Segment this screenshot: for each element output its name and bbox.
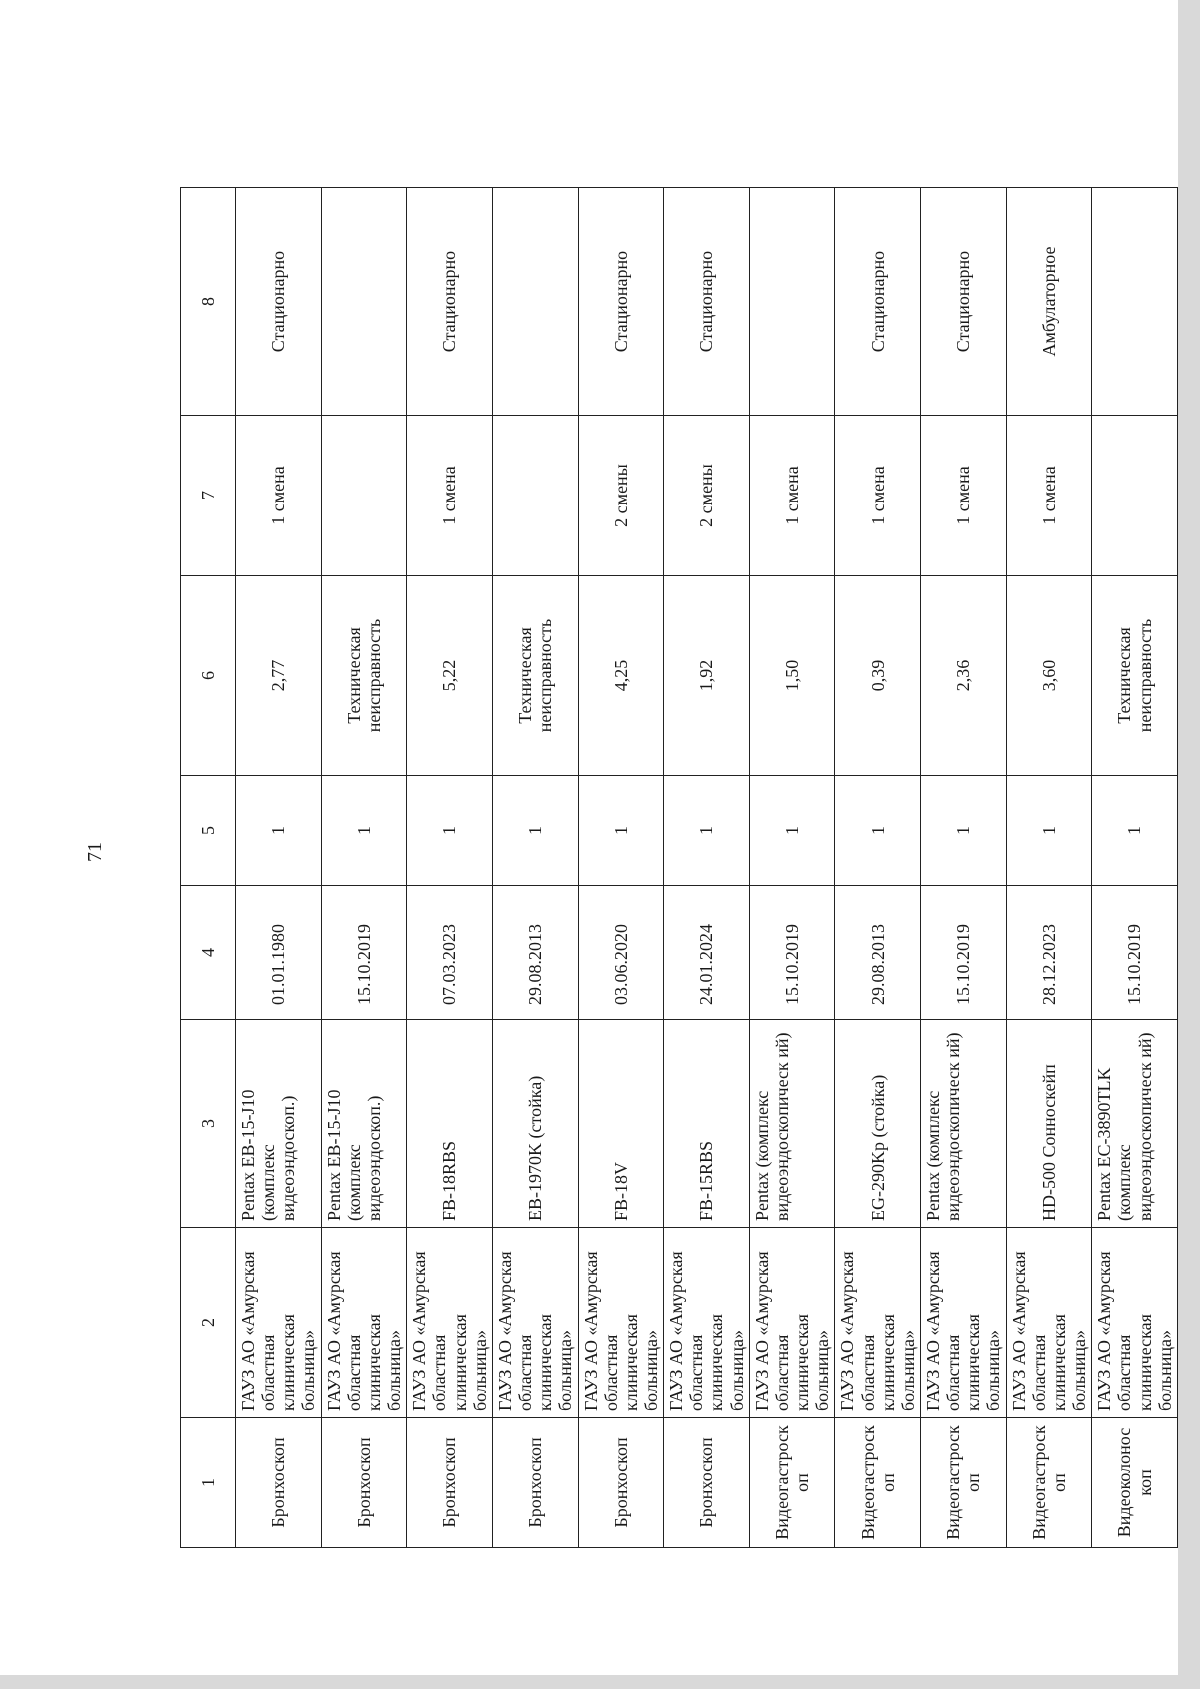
shift-cell bbox=[321, 416, 407, 576]
table-row bbox=[664, 188, 750, 1548]
equipment-name-cell: Видеогастроскоп bbox=[921, 1418, 1007, 1548]
quantity-cell: 1 bbox=[236, 776, 322, 886]
mode-cell bbox=[749, 188, 835, 416]
organization-cell: ГАУЗ АО «Амурская областная клиническая больница» bbox=[578, 1228, 664, 1418]
equipment-name-cell: Бронхоскоп bbox=[321, 1418, 407, 1548]
table-row bbox=[749, 188, 835, 1548]
date-cell: 15.10.2019 bbox=[321, 886, 407, 1020]
quantity-cell: 1 bbox=[321, 776, 407, 886]
date-cell: 15.10.2019 bbox=[1092, 886, 1178, 1020]
quantity-cell: 1 bbox=[921, 776, 1007, 886]
equipment-table-container bbox=[180, 188, 1175, 1548]
column-header: 3 bbox=[181, 1020, 236, 1228]
column-header: 5 bbox=[181, 776, 236, 886]
date-cell: 01.01.1980 bbox=[236, 886, 322, 1020]
equipment-name-cell: Видеогастроскоп bbox=[1006, 1418, 1092, 1548]
table-row bbox=[578, 188, 664, 1548]
organization-cell: ГАУЗ АО «Амурская областная клиническая больница» bbox=[835, 1228, 921, 1418]
table-header-row bbox=[181, 188, 236, 1548]
table-row bbox=[921, 188, 1007, 1548]
equipment-name-cell: Бронхоскоп bbox=[407, 1418, 493, 1548]
equipment-name-cell: Бронхоскоп bbox=[236, 1418, 322, 1548]
load-cell: Техническая неисправность bbox=[1092, 576, 1178, 776]
date-cell: 29.08.2013 bbox=[835, 886, 921, 1020]
quantity-cell: 1 bbox=[835, 776, 921, 886]
load-cell: 3,60 bbox=[1006, 576, 1092, 776]
load-cell: 1,92 bbox=[664, 576, 750, 776]
model-cell: Pentax EB-15-J10 (комплекс видеоэндоскоп.) bbox=[236, 1020, 322, 1228]
date-cell: 28.12.2023 bbox=[1006, 886, 1092, 1020]
load-cell: 2,36 bbox=[921, 576, 1007, 776]
mode-cell: Стационарно bbox=[578, 188, 664, 416]
date-cell: 07.03.2023 bbox=[407, 886, 493, 1020]
organization-cell: ГАУЗ АО «Амурская областная клиническая больница» bbox=[236, 1228, 322, 1418]
shift-cell: 1 смена bbox=[1006, 416, 1092, 576]
page-number: 71 bbox=[84, 842, 106, 862]
column-header: 7 bbox=[181, 416, 236, 576]
quantity-cell: 1 bbox=[1092, 776, 1178, 886]
model-cell: FB-18RBS bbox=[407, 1020, 493, 1228]
mode-cell: Стационарно bbox=[835, 188, 921, 416]
quantity-cell: 1 bbox=[1006, 776, 1092, 886]
load-cell: 1,50 bbox=[749, 576, 835, 776]
page-edge-bottom bbox=[0, 1675, 1200, 1689]
organization-cell: ГАУЗ АО «Амурская областная клиническая больница» bbox=[749, 1228, 835, 1418]
organization-cell: ГАУЗ АО «Амурская областная клиническая больница» bbox=[1092, 1228, 1178, 1418]
model-cell: FB-18V bbox=[578, 1020, 664, 1228]
equipment-name-cell: Видеогастроскоп bbox=[835, 1418, 921, 1548]
load-cell: 0,39 bbox=[835, 576, 921, 776]
shift-cell: 1 смена bbox=[835, 416, 921, 576]
date-cell: 03.06.2020 bbox=[578, 886, 664, 1020]
column-header: 6 bbox=[181, 576, 236, 776]
organization-cell: ГАУЗ АО «Амурская областная клиническая больница» bbox=[921, 1228, 1007, 1418]
page-edge bbox=[1178, 0, 1200, 1689]
mode-cell: Стационарно bbox=[407, 188, 493, 416]
quantity-cell: 1 bbox=[492, 776, 578, 886]
table-row bbox=[835, 188, 921, 1548]
equipment-name-cell: Бронхоскоп bbox=[578, 1418, 664, 1548]
mode-cell bbox=[321, 188, 407, 416]
model-cell: EB-1970K (стойка) bbox=[492, 1020, 578, 1228]
organization-cell: ГАУЗ АО «Амурская областная клиническая больница» bbox=[1006, 1228, 1092, 1418]
mode-cell bbox=[1092, 188, 1178, 416]
column-header: 4 bbox=[181, 886, 236, 1020]
mode-cell bbox=[492, 188, 578, 416]
model-cell: Pentax (комплекс видеоэндоскопическ ий) bbox=[749, 1020, 835, 1228]
shift-cell: 1 смена bbox=[921, 416, 1007, 576]
shift-cell: 1 смена bbox=[236, 416, 322, 576]
load-cell: 4,25 bbox=[578, 576, 664, 776]
load-cell: Техническая неисправность bbox=[492, 576, 578, 776]
organization-cell: ГАУЗ АО «Амурская областная клиническая больница» bbox=[407, 1228, 493, 1418]
mode-cell: Амбулаторное bbox=[1006, 188, 1092, 416]
table-row bbox=[1006, 188, 1092, 1548]
date-cell: 15.10.2019 bbox=[921, 886, 1007, 1020]
load-cell: 5,22 bbox=[407, 576, 493, 776]
column-header: 8 bbox=[181, 188, 236, 416]
table-row bbox=[1092, 188, 1178, 1548]
equipment-name-cell: Видеогастроскоп bbox=[749, 1418, 835, 1548]
load-cell: 2,77 bbox=[236, 576, 322, 776]
table-row bbox=[492, 188, 578, 1548]
quantity-cell: 1 bbox=[578, 776, 664, 886]
date-cell: 29.08.2013 bbox=[492, 886, 578, 1020]
shift-cell: 2 смены bbox=[664, 416, 750, 576]
load-cell: Техническая неисправность bbox=[321, 576, 407, 776]
model-cell: Pentax EC-3890TLK (комплекс видеоэндоскопическ ий) bbox=[1092, 1020, 1178, 1228]
organization-cell: ГАУЗ АО «Амурская областная клиническая больница» bbox=[492, 1228, 578, 1418]
model-cell: Pentax EB-15-J10 (комплекс видеоэндоскоп.) bbox=[321, 1020, 407, 1228]
date-cell: 24.01.2024 bbox=[664, 886, 750, 1020]
shift-cell bbox=[1092, 416, 1178, 576]
mode-cell: Стационарно bbox=[921, 188, 1007, 416]
table-row bbox=[236, 188, 322, 1548]
equipment-name-cell: Бронхоскоп bbox=[492, 1418, 578, 1548]
shift-cell: 2 смены bbox=[578, 416, 664, 576]
mode-cell: Стационарно bbox=[236, 188, 322, 416]
quantity-cell: 1 bbox=[664, 776, 750, 886]
model-cell: FB-15RBS bbox=[664, 1020, 750, 1228]
organization-cell: ГАУЗ АО «Амурская областная клиническая больница» bbox=[321, 1228, 407, 1418]
date-cell: 15.10.2019 bbox=[749, 886, 835, 1020]
column-header: 1 bbox=[181, 1418, 236, 1548]
quantity-cell: 1 bbox=[749, 776, 835, 886]
equipment-table bbox=[180, 187, 1178, 1548]
model-cell: Pentax (комплекс видеоэндоскопическ ий) bbox=[921, 1020, 1007, 1228]
equipment-name-cell: Бронхоскоп bbox=[664, 1418, 750, 1548]
shift-cell: 1 смена bbox=[407, 416, 493, 576]
equipment-name-cell: Видеоколоноскоп bbox=[1092, 1418, 1178, 1548]
column-header: 2 bbox=[181, 1228, 236, 1418]
model-cell: EG-290Kp (стойка) bbox=[835, 1020, 921, 1228]
quantity-cell: 1 bbox=[407, 776, 493, 886]
organization-cell: ГАУЗ АО «Амурская областная клиническая больница» bbox=[664, 1228, 750, 1418]
table-row bbox=[407, 188, 493, 1548]
model-cell: HD-500 Сонноскейп bbox=[1006, 1020, 1092, 1228]
mode-cell: Стационарно bbox=[664, 188, 750, 416]
table-row bbox=[321, 188, 407, 1548]
shift-cell bbox=[492, 416, 578, 576]
shift-cell: 1 смена bbox=[749, 416, 835, 576]
